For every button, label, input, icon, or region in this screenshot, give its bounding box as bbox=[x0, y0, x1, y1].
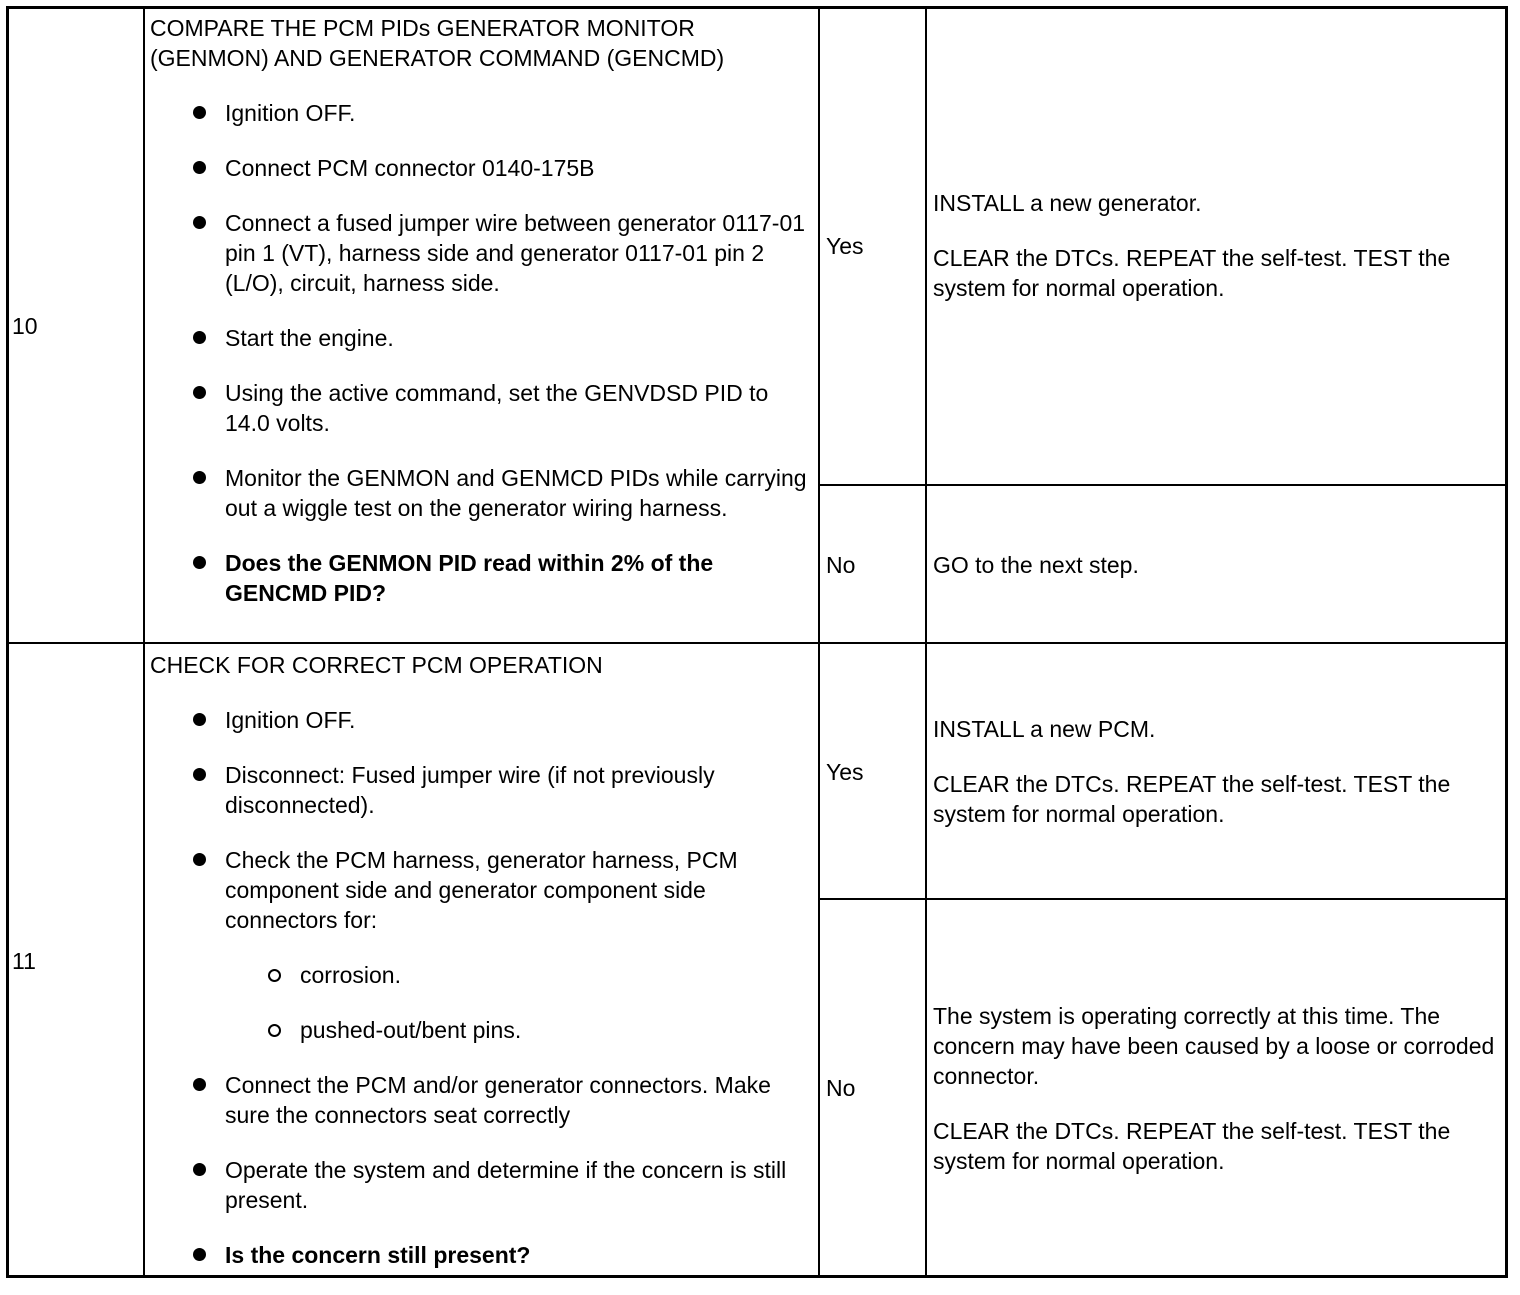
checklist-subitem: pushed-out/bent pins. bbox=[150, 1015, 810, 1045]
action-text: CLEAR the DTCs. REPEAT the self-test. TEST the system for normal operation. bbox=[933, 245, 1451, 301]
checklist-item: Operate the system and determine if the concern is still present. bbox=[150, 1155, 810, 1215]
row-divider-step11-yes-no bbox=[818, 898, 1508, 900]
action-text: The system is operating correctly at this time. The concern may have been caused by a loose or corroded connector. bbox=[933, 1003, 1495, 1089]
checklist-item: Monitor the GENMON and GENMCD PIDs while carrying out a wiggle test on the generator wiring harness. bbox=[150, 463, 810, 523]
step-title: CHECK FOR CORRECT PCM OPERATION bbox=[150, 652, 603, 678]
step-checklist bbox=[150, 98, 810, 633]
row-divider-step-10-11 bbox=[6, 642, 1508, 644]
answer-no-label: No bbox=[826, 552, 856, 578]
answer-no-action bbox=[933, 550, 1503, 605]
checklist-question: Is the concern still present? bbox=[150, 1240, 810, 1270]
checklist-question: Does the GENMON PID read within 2% of the GENCMD PID? bbox=[150, 548, 810, 608]
checklist-item: Connect PCM connector 0140-175B bbox=[150, 153, 810, 183]
checklist-item: Start the engine. bbox=[150, 323, 810, 353]
step-checklist bbox=[150, 705, 810, 1295]
checklist-item: Connect a fused jumper wire between generator 0117-01 pin 1 (VT), harness side and generator 0117-01 pin 2 (L/O), circuit, harness side. bbox=[150, 208, 810, 298]
answer-yes-action bbox=[933, 714, 1503, 854]
answer-yes-label: Yes bbox=[826, 233, 864, 259]
checklist-item: Ignition OFF. bbox=[150, 705, 810, 735]
checklist-item: Disconnect: Fused jumper wire (if not previously disconnected). bbox=[150, 760, 810, 820]
action-text: CLEAR the DTCs. REPEAT the self-test. TEST the system for normal operation. bbox=[933, 771, 1451, 827]
answer-no-label: No bbox=[826, 1075, 856, 1101]
step-title: COMPARE THE PCM PIDs GENERATOR MONITOR (GENMON) AND GENERATOR COMMAND (GENCMD) bbox=[150, 15, 725, 71]
answer-yes-label: Yes bbox=[826, 759, 864, 785]
row-divider-step10-yes-no bbox=[818, 484, 1508, 486]
checklist-item: Connect the PCM and/or generator connectors. Make sure the connectors seat correctly bbox=[150, 1070, 810, 1130]
checklist-subitem: corrosion. bbox=[150, 960, 810, 990]
answer-yes-action bbox=[933, 188, 1503, 328]
step-number: 11 bbox=[12, 948, 36, 974]
action-text: GO to the next step. bbox=[933, 552, 1139, 578]
step-number: 10 bbox=[12, 313, 38, 339]
answer-no-action bbox=[933, 1001, 1503, 1201]
checklist-item: Ignition OFF. bbox=[150, 98, 810, 128]
checklist-item: Using the active command, set the GENVDSD PID to 14.0 volts. bbox=[150, 378, 810, 438]
checklist-item: Check the PCM harness, generator harness, PCM component side and generator component side connectors for: bbox=[150, 845, 810, 935]
action-text: INSTALL a new generator. bbox=[933, 190, 1202, 216]
action-text: CLEAR the DTCs. REPEAT the self-test. TEST the system for normal operation. bbox=[933, 1118, 1451, 1174]
action-text: INSTALL a new PCM. bbox=[933, 716, 1156, 742]
